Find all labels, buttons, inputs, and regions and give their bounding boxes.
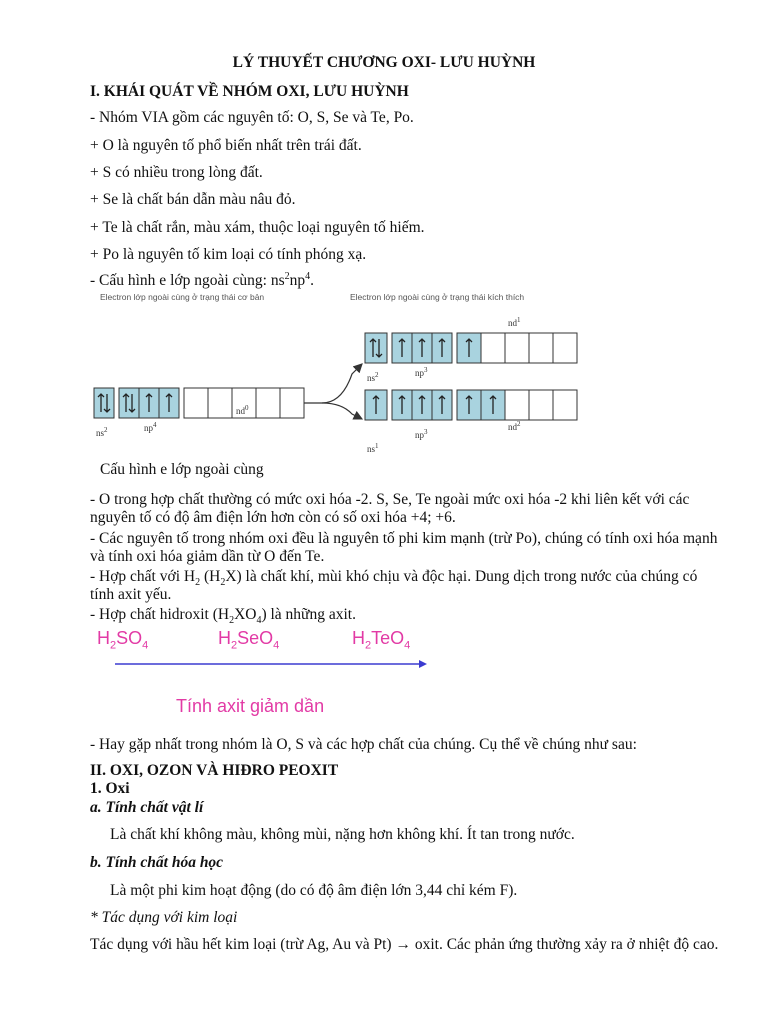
config-sup: 4 <box>305 270 311 282</box>
label-excited: Electron lớp ngoài cùng ở trạng thái kích thích <box>350 292 525 302</box>
page-title: LÝ THUYẾT CHƯƠNG OXI- LƯU HUỲNH <box>232 54 536 71</box>
paragraph-hydroxide: - Hợp chất hidroxit $(H_2XO_4)$ là những axit. <box>90 606 356 627</box>
nd-box <box>280 388 304 418</box>
diagram-caption: Cấu hình e lớp ngoài cùng <box>100 461 264 478</box>
ns1-label: $ns^1$ <box>367 442 379 454</box>
nd1-label: $nd^1$ <box>508 316 521 328</box>
text-line: + Po là nguyên tố kim loại có tính phóng xạ. <box>90 246 367 263</box>
acid-trend-label: Tính axit giảm dần <box>176 696 325 716</box>
config-mid: np <box>289 272 306 289</box>
excited-state-1-orbitals <box>365 316 577 383</box>
branch-arrow-up <box>304 364 362 403</box>
paragraph-h2x: - Hợp chất với $H_2$ $(H_2X)$ là chất khí, mùi khó chịu và độc hại. Dung dịch trong nước của chúng có tính axit yếu. <box>90 568 698 603</box>
ns-box <box>94 388 114 418</box>
paragraph: - Các nguyên tố trong nhóm oxi đều là nguyên tố phi kim mạnh (trừ Po), chúng có tính oxi hóa mạnh và tính oxi hóa giảm dần từ O đến Te. <box>90 530 718 565</box>
text-line: + Se là chất bán dẫn màu nâu đỏ. <box>90 191 296 208</box>
subheading-b: b. Tính chất hóa học <box>90 854 224 871</box>
ns2-label: $ns^2$ <box>96 426 108 438</box>
text-line: + Te là chất rắn, màu xám, thuộc loại nguyên tố hiếm. <box>90 219 425 236</box>
text-line: - Hay gặp nhất trong nhóm là O, S và các hợp chất của chúng. Cụ thể về chúng như sau: <box>90 736 637 753</box>
ground-state-orbitals <box>94 388 304 438</box>
config-prefix: - Cấu hình e lớp ngoài cùng: ns <box>90 272 285 289</box>
config-sup: 2 <box>284 270 290 282</box>
text-line: + S có nhiều trong lòng đất. <box>90 164 263 181</box>
excited-state-2-orbitals <box>365 390 577 454</box>
acid-h2teo4: $H_2TeO_4$ <box>352 628 411 652</box>
nd-box <box>256 388 280 418</box>
orbital-diagram <box>90 286 590 458</box>
config-suffix: . <box>310 272 314 289</box>
ns2b-label: $ns^2$ <box>367 371 379 383</box>
nd-box <box>184 388 208 418</box>
acid-h2so4: $H_2SO_4$ <box>97 628 149 652</box>
section-heading-1: I. KHÁI QUÁT VỀ NHÓM OXI, LƯU HUỲNH <box>90 83 409 100</box>
subheading-a: a. Tính chất vật lí <box>90 799 204 816</box>
text-line: Là một phi kim hoạt động (do có độ âm điện lớn 3,44 chỉ kém F). <box>110 882 518 899</box>
branch-arrow-down <box>322 403 362 419</box>
text-line: - Nhóm VIA gồm các nguyên tố: O, S, Se và Te, Po. <box>90 109 414 126</box>
section-heading-2: II. OXI, OZON VÀ HIĐRO PEOXIT <box>90 762 339 779</box>
paragraph: - O trong hợp chất thường có mức oxi hóa -2. S, Se, Te ngoài mức oxi hóa -2 khi liên kết với các nguyên tố có độ âm điện lớn hơn còn có số oxi hóa +4; +6. <box>90 491 690 526</box>
nd-box <box>208 388 232 418</box>
paragraph: Tác dụng với hầu hết kim loại (trừ Ag, Au và Pt) → oxit. Các phản ứng thường xảy ra ở nhiệt độ cao. <box>90 936 719 953</box>
nd2-label: $nd^2$ <box>508 420 521 432</box>
np-box <box>119 388 139 418</box>
nd0-label: $nd^0$ <box>236 404 249 416</box>
label-ground: Electron lớp ngoài cùng ở trạng thái cơ bản <box>100 292 265 302</box>
np4-label: $np^4$ <box>144 421 157 433</box>
acid-h2seo4: $H_2SeO_4$ <box>218 628 280 652</box>
np3-label: $np^3$ <box>415 366 428 378</box>
np3b-label: $np^3$ <box>415 428 428 440</box>
trend-arrow <box>115 658 433 670</box>
note-heading: * Tác dụng với kim loại <box>90 909 238 926</box>
subsection-heading: 1. Oxi <box>90 780 130 797</box>
text-line: Là chất khí không màu, không mùi, nặng hơn không khí. Ít tan trong nước. <box>110 826 575 843</box>
text-line: + O là nguyên tố phổ biến nhất trên trái đất. <box>90 137 362 154</box>
